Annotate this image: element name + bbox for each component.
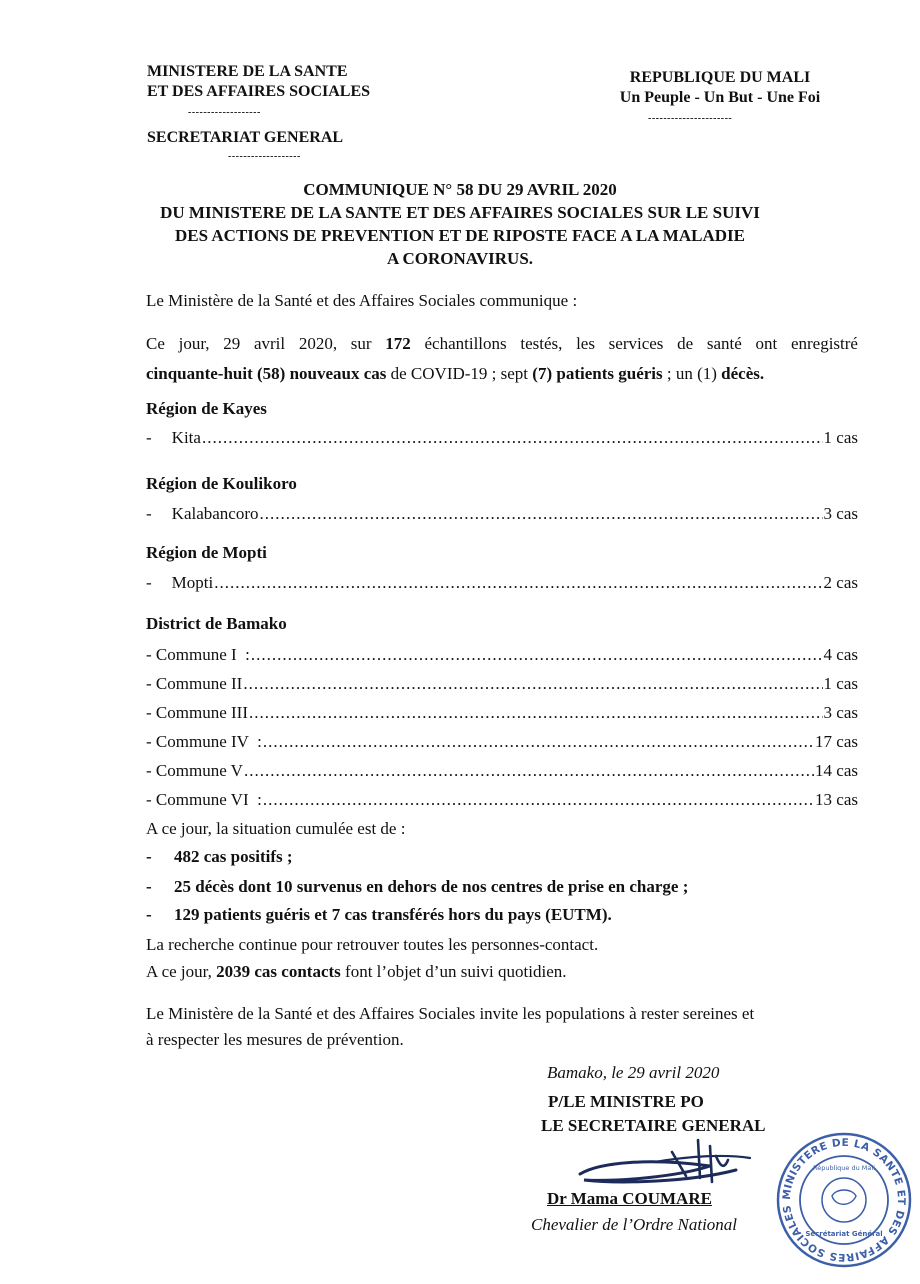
row-label: - Commune II bbox=[146, 674, 243, 693]
bullet-text: 25 décès dont 10 survenus en dehors de nos centres de prise en charge ; bbox=[174, 877, 689, 896]
row-value: 17 cas bbox=[815, 732, 858, 751]
leader-dots bbox=[202, 428, 823, 448]
bullet-marker: - bbox=[146, 905, 152, 924]
tests-count: 172 bbox=[385, 334, 411, 353]
leader-dots bbox=[249, 703, 823, 723]
row-value: 4 cas bbox=[823, 645, 858, 664]
case-row bbox=[146, 761, 858, 787]
search-line: La recherche continue pour retrouver toutes les personnes-contact. bbox=[146, 935, 599, 954]
bullet-item bbox=[146, 847, 293, 867]
stamp-ring-text: MINISTERE DE LA SANTE ET DES AFFAIRES SOCIALES bbox=[780, 1136, 908, 1264]
region-heading: Région de Mopti bbox=[146, 543, 267, 562]
country-name: REPUBLIQUE DU MALI bbox=[629, 69, 811, 86]
case-row bbox=[146, 732, 858, 758]
bullet-item bbox=[146, 877, 688, 897]
case-row bbox=[146, 428, 858, 454]
case-row bbox=[146, 790, 858, 816]
title-line-2: DU MINISTERE DE LA SANTE ET DES AFFAIRES SOCIALES SUR LE SUIVI bbox=[160, 203, 760, 222]
row-dash: - bbox=[146, 504, 152, 523]
row-dash: - bbox=[146, 428, 152, 447]
closing-line-1: Le Ministère de la Santé et des Affaires Sociales invite les populations à rester sereines et bbox=[146, 1004, 755, 1023]
secretariat-name: SECRETARIAT GENERAL bbox=[147, 129, 344, 146]
title-line-4: A CORONAVIRUS. bbox=[386, 249, 534, 268]
row-label: Kalabancoro bbox=[171, 504, 259, 523]
row-label: - Commune III bbox=[146, 703, 248, 722]
case-row bbox=[146, 645, 858, 671]
leader-dots bbox=[244, 761, 814, 781]
contacts-count: 2039 cas contacts bbox=[216, 962, 341, 981]
official-stamp bbox=[774, 1130, 914, 1270]
case-row bbox=[146, 573, 858, 599]
summary-line-2: cinquante-huit (58) nouveaux cas de COVID-19 ; sept (7) patients guéris ; un (1) décès. bbox=[146, 364, 765, 383]
title-line-1: COMMUNIQUE N° 58 DU 29 AVRIL 2020 bbox=[303, 180, 617, 199]
recovered-count: (7) patients guéris bbox=[532, 364, 663, 383]
row-value: 14 cas bbox=[815, 761, 858, 780]
summary-line-1: Ce jour, 29 avril 2020, sur 172 échantillons testés, les services de santé ont enregistré bbox=[146, 334, 858, 353]
signatory-name: Dr Mama COUMARE bbox=[547, 1189, 712, 1208]
header-separator: ------------------- bbox=[188, 107, 261, 118]
stamp-inner-bottom: Secrétariat Général bbox=[805, 1230, 883, 1238]
case-row bbox=[146, 674, 858, 700]
row-label: Kita bbox=[171, 428, 201, 447]
header-separator: ------------------- bbox=[228, 151, 301, 162]
case-row bbox=[146, 504, 858, 530]
daily-summary bbox=[146, 331, 858, 387]
row-label: - Commune IV : bbox=[146, 732, 262, 751]
signatory-title-1: P/LE MINISTRE PO bbox=[548, 1092, 704, 1111]
leader-dots bbox=[263, 790, 814, 810]
deaths-label: décès. bbox=[721, 364, 765, 383]
communique-title bbox=[100, 178, 820, 270]
stamp-inner-top: République du Mali bbox=[812, 1164, 876, 1172]
title-line-3: DES ACTIONS DE PREVENTION ET DE RIPOSTE FACE A LA MALADIE bbox=[175, 226, 745, 245]
row-value: 13 cas bbox=[815, 790, 858, 809]
row-value: 3 cas bbox=[823, 703, 858, 722]
bullet-text: 129 patients guéris et 7 cas transférés hors du pays (EUTM). bbox=[174, 905, 612, 924]
intro-text: Le Ministère de la Santé et des Affaires Sociales communique : bbox=[146, 291, 578, 310]
ministry-line-1: MINISTERE DE LA SANTE bbox=[147, 63, 348, 80]
header-separator: ---------------------- bbox=[648, 113, 733, 124]
bullet-marker: - bbox=[146, 877, 152, 896]
republic-block bbox=[600, 68, 840, 108]
contacts-line: A ce jour, 2039 cas contacts font l’objet d’un suivi quotidien. bbox=[146, 962, 567, 981]
new-cases: cinquante-huit (58) nouveaux cas bbox=[146, 364, 387, 383]
ministry-name bbox=[147, 62, 370, 102]
bullet-item bbox=[146, 905, 612, 925]
leader-dots bbox=[263, 732, 814, 752]
row-dash: - bbox=[146, 573, 152, 592]
region-heading: Région de Koulikoro bbox=[146, 474, 297, 493]
row-value: 1 cas bbox=[823, 428, 858, 447]
leader-dots bbox=[260, 504, 823, 524]
leader-dots bbox=[243, 674, 822, 694]
closing-line-2: à respecter les mesures de prévention. bbox=[146, 1030, 404, 1049]
cumulative-intro: A ce jour, la situation cumulée est de : bbox=[146, 819, 406, 838]
signatory-distinction: Chevalier de l’Ordre National bbox=[531, 1215, 738, 1234]
bullet-marker: - bbox=[146, 847, 152, 866]
place-date: Bamako, le 29 avril 2020 bbox=[547, 1063, 720, 1082]
row-value: 3 cas bbox=[823, 504, 858, 523]
ministry-line-2: ET DES AFFAIRES SOCIALES bbox=[147, 83, 371, 100]
closing-paragraph bbox=[146, 1001, 754, 1053]
bullet-text: 482 cas positifs ; bbox=[174, 847, 293, 866]
leader-dots bbox=[251, 645, 823, 665]
row-label: Mopti bbox=[171, 573, 214, 592]
case-row bbox=[146, 703, 858, 729]
row-value: 2 cas bbox=[823, 573, 858, 592]
country-motto: Un Peuple - Un But - Une Foi bbox=[619, 89, 821, 106]
row-label: - Commune V bbox=[146, 761, 243, 780]
signatory-title-2: LE SECRETAIRE GENERAL bbox=[541, 1116, 766, 1135]
row-label: - Commune VI : bbox=[146, 790, 262, 809]
region-heading: District de Bamako bbox=[146, 614, 287, 633]
row-value: 1 cas bbox=[823, 674, 858, 693]
row-label: - Commune I : bbox=[146, 645, 250, 664]
leader-dots bbox=[214, 573, 822, 593]
region-heading: Région de Kayes bbox=[146, 399, 267, 418]
